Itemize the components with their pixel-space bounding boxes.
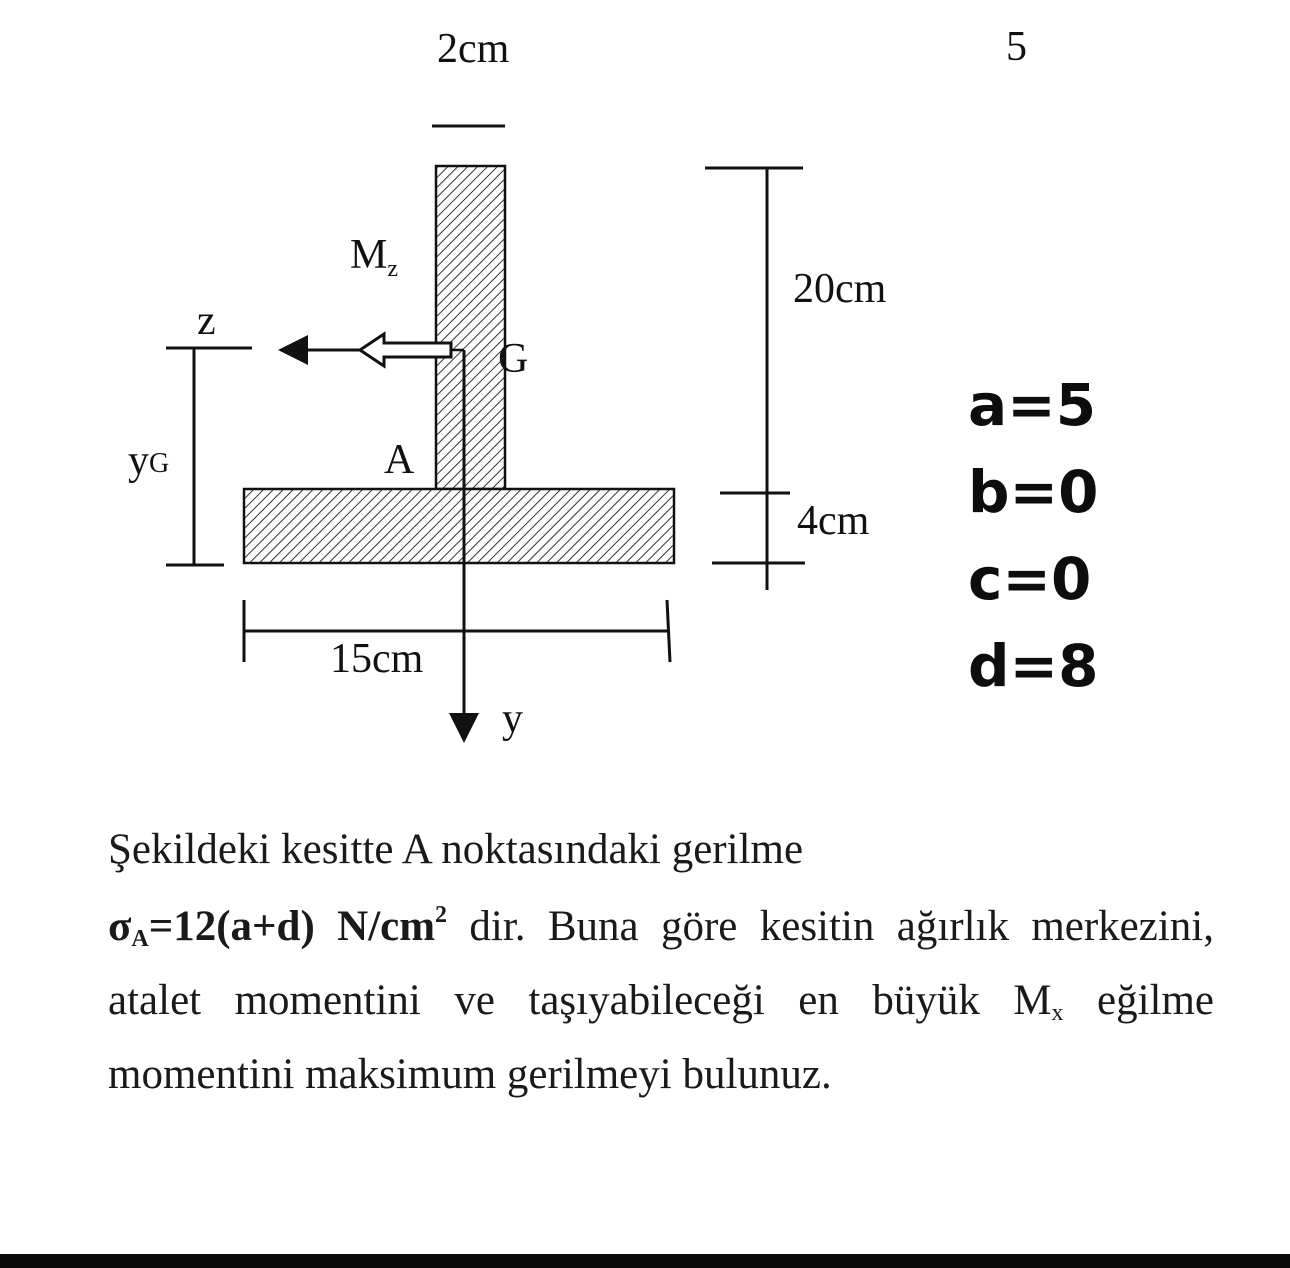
page-number: 5 [1006,24,1027,70]
z-axis-label: z [197,298,216,344]
y-axis-label: y [502,696,523,742]
problem-statement [108,820,1214,1106]
moment-label: Mz [350,232,399,282]
bottom-border [0,1254,1290,1268]
parameter-list [968,362,1098,710]
web-height-label: 20cm [793,266,887,312]
web-rect [436,166,505,489]
flange-thickness-label: 4cm [797,498,870,544]
problem-paragraph: $\sigma_A=12(a+d)$ $N/cm^2$ dir. Buna göre kesitin ağırlık merkezini, atalet momentini ve taşıyabileceği en büyük $M_x$ eğilme momentini maksimum gerilmeyi bulunuz. [108,902,1214,1098]
stress-formula: $\sigma_A=12(a+d)$ $N/cm^2$ [108,902,448,952]
flange-rect [244,489,674,563]
centroid-label: G [498,336,529,382]
param-d: d=8 [968,632,1099,700]
param-a: a=5 [968,371,1097,439]
param-c: c=0 [968,545,1092,613]
flange-width-label: 15cm [330,636,424,682]
point-a-label: A [384,437,415,483]
problem-line-1: Şekildeki kesitte A noktasındaki gerilme [108,826,804,873]
web-width-label: 2cm [437,26,510,72]
width-dim-right [667,600,670,662]
yg-label: yG [128,438,170,484]
param-b: b=0 [968,458,1099,526]
